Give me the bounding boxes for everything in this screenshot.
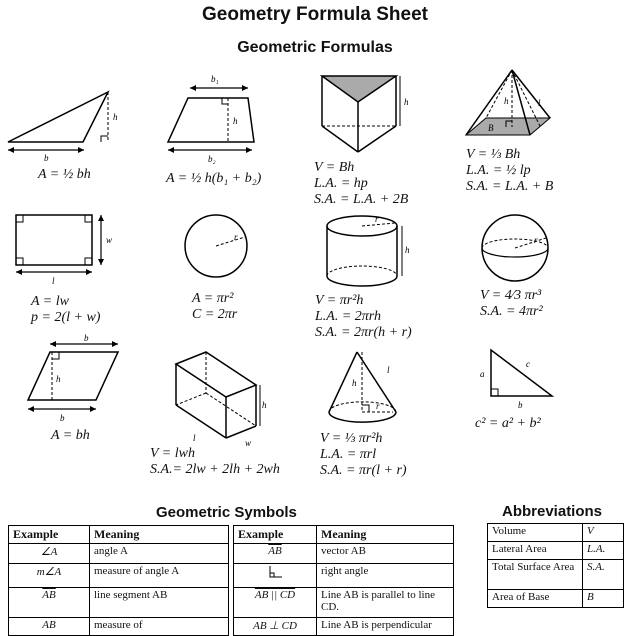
table-row: ∠A angle A [9, 544, 229, 564]
cone-formulas: V = ⅓ πr²h L.A. = πrl S.A. = πr(l + r) [320, 431, 407, 478]
table-row: AB || CD Line AB is parallel to line CD. [234, 588, 454, 618]
table-row: Total Surface Area S.A. [488, 560, 624, 590]
box-label-h: h [262, 400, 267, 410]
symbols-table-left: Example Meaning ∠A angle A m∠A measure of angle A $\overline{AB}$ line segment AB AB measure of [8, 525, 229, 636]
triangle-formula: A = ½ bh [38, 167, 91, 182]
triangle-label-b: b [44, 153, 49, 163]
trapezoid-label-b1: b₁ [211, 74, 219, 84]
prism-formulas: V = Bh L.A. = hp S.A. = L.A. + 2B [314, 160, 409, 207]
table-row: right angle [234, 564, 454, 588]
prism-label-h: h [404, 97, 409, 107]
trapezoid-label-b2: b₂ [208, 154, 216, 164]
sphere-label-r: r [534, 235, 538, 245]
trapezoid-label-h: h [233, 116, 238, 126]
symbols-table-right: Example Meaning $\overline{AB}$ vector AB right angle AB || CD Line AB is parallel to line CD. AB ⊥ CD Line AB is perpendicular [233, 525, 454, 636]
symbols-heading: Geometric Symbols [156, 504, 297, 521]
rectangle-formulas: A = lw p = 2(l + w) [31, 294, 101, 325]
right-triangle-label-b: b [518, 400, 523, 410]
cylinder-label-r: r [375, 214, 379, 224]
table-row: Lateral Area L.A. [488, 542, 624, 560]
pyramid-label-h: h [504, 96, 509, 106]
sphere-formulas: V = 4⁄3 πr³ S.A. = 4πr² [480, 288, 543, 319]
triangle-label-h: h [113, 112, 118, 122]
box-label-w: w [245, 438, 252, 448]
right-triangle-formula: c² = a² + b² [475, 416, 541, 431]
table-row: AB measure of [9, 618, 229, 636]
rectangle-label-w: w [106, 235, 113, 245]
circle-formulas: A = πr² C = 2πr [192, 291, 238, 322]
table-row: $\overline{AB}$ vector AB [234, 544, 454, 564]
box-label-l: l [193, 433, 196, 443]
cone-label-r: r [376, 401, 380, 411]
table-row: m∠A measure of angle A [9, 564, 229, 588]
cylinder-label-h: h [405, 245, 410, 255]
cylinder-formulas: V = πr²h L.A. = 2πrh S.A. = 2πr(h + r) [315, 293, 412, 340]
pyramid-label-l: l [538, 98, 541, 108]
abbreviations-table [487, 523, 624, 608]
page-title: Geometry Formula Sheet [202, 4, 428, 25]
formulas-heading: Geometric Formulas [237, 39, 393, 56]
trapezoid-formula: A = ½ h(b₁ + b₂) [166, 171, 262, 186]
abbreviations-heading: Abbreviations [502, 503, 603, 520]
circle-label-r: r [234, 232, 238, 242]
table-row: $\overline{AB}$ line segment AB [9, 588, 229, 618]
table-row: AB ⊥ CD Line AB is perpendicular [234, 618, 454, 636]
table-row: Area of Base B [488, 590, 624, 608]
right-triangle-label-c: c [526, 359, 530, 369]
pyramid-label-B: B [488, 123, 494, 133]
table-row: Volume V [488, 524, 624, 542]
parallelogram-label-h: h [56, 374, 61, 384]
parallelogram-label-b-bottom: b [60, 413, 65, 423]
rectangle-label-l: l [52, 276, 55, 286]
cone-label-h: h [352, 378, 357, 388]
box-formulas: V = lwh S.A.= 2lw + 2lh + 2wh [150, 446, 280, 477]
parallelogram-formula: A = bh [51, 428, 90, 443]
right-triangle-label-a: a [480, 369, 485, 379]
parallelogram-label-b-top: b [84, 333, 89, 343]
pyramid-formulas: V = ⅓ Bh L.A. = ½ lp S.A. = L.A. + B [466, 147, 554, 194]
cone-label-l: l [387, 365, 390, 375]
right-angle-icon [266, 565, 284, 579]
